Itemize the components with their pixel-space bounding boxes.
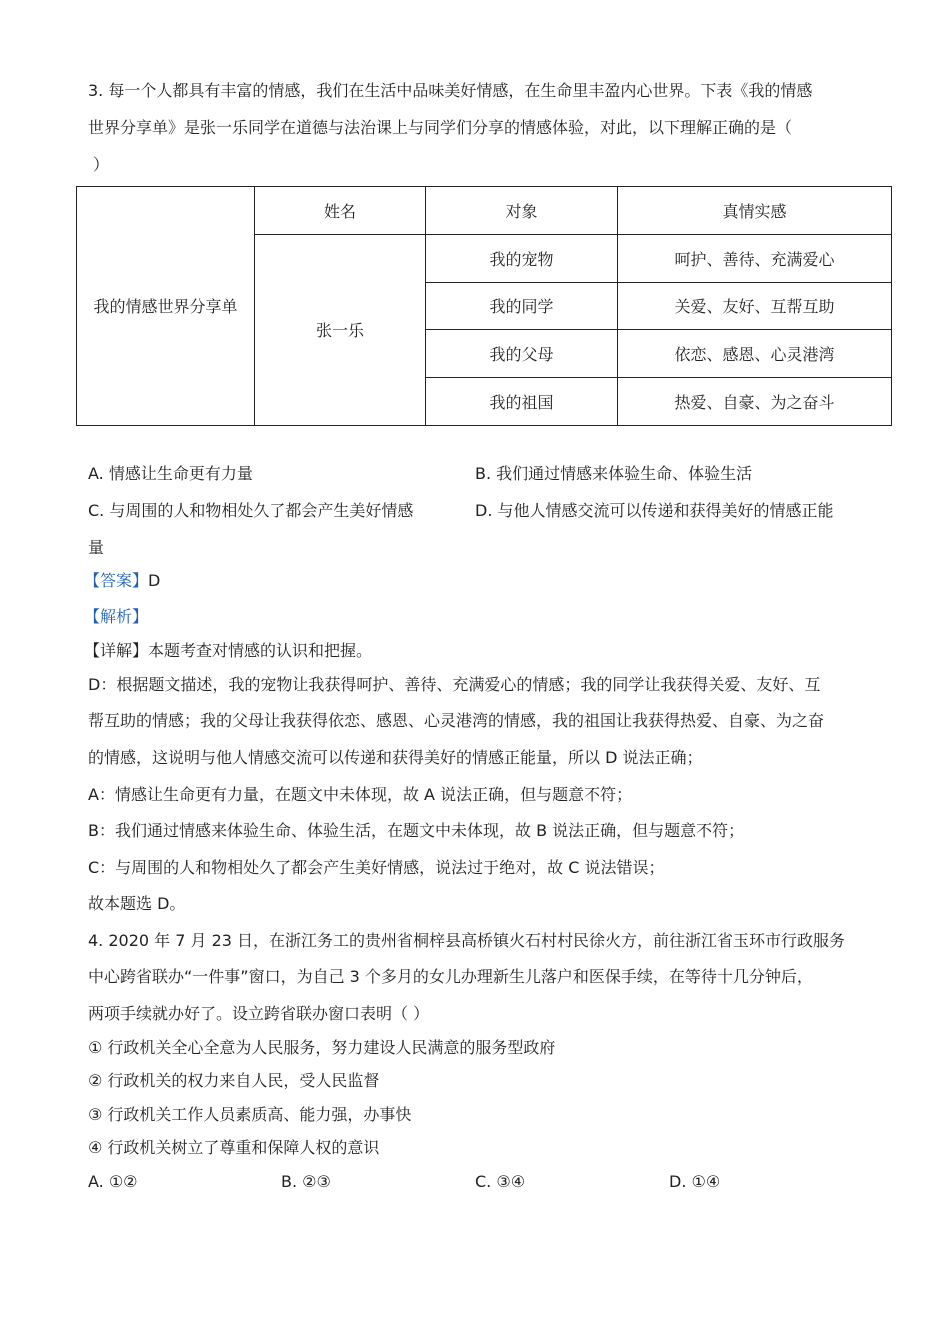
q3-stem-line-3: ） — [93, 155, 110, 174]
answer-value: D — [148, 571, 161, 590]
explain-line: 故本题选 D。 — [88, 894, 186, 913]
analysis-tag: 【解析】 — [84, 607, 149, 626]
explain-line: 的情感，这说明与他人情感交流可以传递和获得美好的情感正能量，所以 D 说法正确； — [88, 748, 703, 767]
q4-option-a: A. ①② — [88, 1172, 138, 1191]
q4-item: ④ 行政机关树立了尊重和保障人权的意识 — [88, 1138, 380, 1157]
answer-line — [84, 571, 160, 591]
q4-stem-line-2: 中心跨省联办“一件事”窗口，为自己 3 个多月的女儿办理新生儿落户和医保手续，在等待十几分钟后， — [88, 967, 813, 986]
q4-option-d: D. ①④ — [669, 1172, 721, 1191]
share-table — [76, 186, 892, 426]
object-cell: 我的宠物 — [426, 234, 618, 282]
header-name: 姓名 — [255, 187, 426, 235]
q3-stem-line-2: 世界分享单》是张一乐同学在道德与法治课上与同学们分享的情感体验，对此，以下理解正确的是（ — [88, 118, 793, 137]
header-object: 对象 — [426, 187, 618, 235]
explain-line: D：根据题文描述，我的宠物让我获得呵护、善待、充满爱心的情感；我的同学让我获得关爱、友好、互 — [88, 675, 821, 694]
student-name-cell: 张一乐 — [255, 234, 426, 425]
object-cell: 我的同学 — [426, 282, 618, 330]
feeling-cell: 依恋、感恩、心灵港湾 — [618, 330, 892, 378]
object-cell: 我的祖国 — [426, 378, 618, 426]
feeling-cell: 热爱、自豪、为之奋斗 — [618, 378, 892, 426]
q3-option-a: A. 情感让生命更有力量 — [88, 464, 253, 483]
q4-item: ② 行政机关的权力来自人民，受人民监督 — [88, 1071, 380, 1090]
q4-option-c: C. ③④ — [475, 1172, 526, 1191]
explain-line: B：我们通过情感来体验生命、体验生活，在题文中未体现，故 B 说法正确，但与题意不符； — [88, 821, 745, 840]
answer-tag: 【答案】 — [84, 571, 149, 590]
q4-stem-line-3: 两项手续就办好了。设立跨省联办窗口表明（ ） — [88, 1004, 430, 1023]
explain-line: C：与周围的人和物相处久了都会产生美好情感，说法过于绝对，故 C 说法错误； — [88, 858, 665, 877]
q3-option-d-continued: 量 — [88, 538, 105, 557]
q3-option-c: C. 与周围的人和物相处久了都会产生美好情感 — [88, 501, 414, 520]
q3-option-b: B. 我们通过情感来体验生命、体验生活 — [475, 464, 753, 483]
header-feeling: 真情实感 — [618, 187, 892, 235]
explain-line: A：情感让生命更有力量，在题文中未体现，故 A 说法正确，但与题意不符； — [88, 785, 633, 804]
q3-stem-line-1: 3. 每一个人都具有丰富的情感，我们在生活中品味美好情感，在生命里丰盈内心世界。下表《我的情感 — [88, 81, 813, 100]
table-title-cell: 我的情感世界分享单 — [77, 187, 255, 426]
q4-item: ③ 行政机关工作人员素质高、能力强，办事快 — [88, 1105, 412, 1124]
q4-option-b: B. ②③ — [281, 1172, 331, 1191]
q4-stem-line-1: 4. 2020 年 7 月 23 日，在浙江务工的贵州省桐梓县高桥镇火石村村民徐火方，前往浙江省玉环市行政服务 — [88, 931, 846, 950]
feeling-cell: 关爱、友好、互帮互助 — [618, 282, 892, 330]
object-cell: 我的父母 — [426, 330, 618, 378]
q3-option-d: D. 与他人情感交流可以传递和获得美好的情感正能 — [475, 501, 834, 520]
detail-line: 【详解】本题考查对情感的认识和把握。 — [84, 641, 373, 660]
q4-item: ① 行政机关全心全意为人民服务，努力建设人民满意的服务型政府 — [88, 1038, 556, 1057]
feeling-cell: 呵护、善待、充满爱心 — [618, 234, 892, 282]
explain-line: 帮互助的情感；我的父母让我获得依恋、感恩、心灵港湾的情感，我的祖国让我获得热爱、自豪、为之奋 — [88, 711, 825, 730]
